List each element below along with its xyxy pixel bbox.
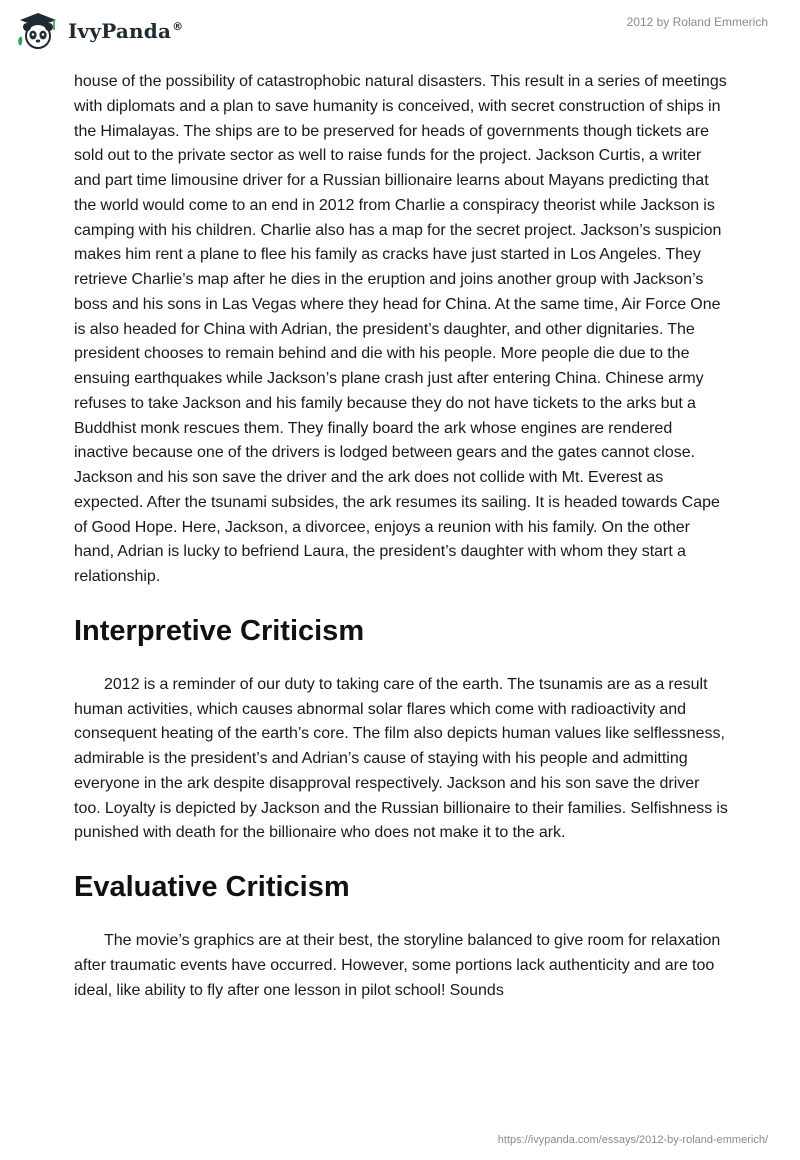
- registered-mark: ®: [172, 20, 184, 34]
- section-heading-interpretive: Interpretive Criticism: [74, 614, 365, 647]
- intro-paragraph: house of the possibility of catastrophobic natural disasters. This result in a series of meetings with diplomats and a plan to save humanity is conceived, with secret construction of ships in the Himalayas. The ships are to be preserved for heads of governments though tickets are sold out to the private sector as well to raise funds for the project. Jackson Curtis, a writer and part time limousine driver for a Russian billionaire learns about Mayans predicting that the world would come to an end in 2012 from Charlie a conspiracy theorist while Jackson is camping with his children. Charlie also has a map for the secret project. Jackson’s suspicion makes him rent a plane to flee his family as cracks have just started in Los Angeles. They retrieve Charlie’s map after he dies in the eruption and joins another group with Jackson’s boss and his sons in Las Vegas where they head for China. At the same time, Air Force One is also headed for China with Adrian, the president’s daughter, and other dignitaries. The president chooses to remain behind and die with his people. More people die due to the ensuing earthquakes while Jackson’s plane crash just after entering China. Chinese army refuses to take Jackson and his family because they do not have tickets to the arks but a Buddhist monk rescues them. They finally board the ark whose engines are rendered inactive because one of the drivers is lodged between gears and the gates cannot close. Jackson and his son save the driver and the ark does not collide with Mt. Everest as expected. After the tsunami subsides, the ark resumes its sailing. It is headed towards Cape of Good Hope. Here, Jackson, a divorcee, enjoys a reunion with his family. On the other hand, Adrian is lucky to befriend Laura, the president’s daughter with whom they start a relationship.: [74, 73, 727, 585]
- source-url-link[interactable]: https://ivypanda.com/essays/2012-by-roland-emmerich/: [497, 1134, 768, 1146]
- essay-content: [74, 70, 730, 1003]
- interpretive-paragraph: 2012 is a reminder of our duty to taking care of the earth. The tsunamis are as a result human activities, which causes abnormal solar flares which come with radioactivity and consequent heating of the earth’s core. The film also depicts human values like selflessness, admirable is the president’s and Adrian’s cause of staying with his people and admitting everyone in the ark despite disapproval respectively. Jackson and his son save the driver too. Loyalty is depicted by Jackson and the Russian billionaire to their families. Selfishness is punished with death for the billionaire who does not make it to the ark.: [74, 675, 728, 842]
- ivypanda-logo[interactable]: [14, 10, 183, 52]
- panda-graduate-icon: [14, 10, 62, 52]
- evaluative-paragraph: The movie’s graphics are at their best, the storyline balanced to give room for relaxation after traumatic events have occurred. However, some portions lack authenticity and are too ideal, like ability to fly after one lesson in pilot school! Sounds: [74, 932, 721, 999]
- logo-wordmark: IvyPanda®: [68, 19, 184, 43]
- section-heading-evaluative: Evaluative Criticism: [74, 871, 350, 903]
- document-title: 2012 by Roland Emmerich: [626, 15, 768, 29]
